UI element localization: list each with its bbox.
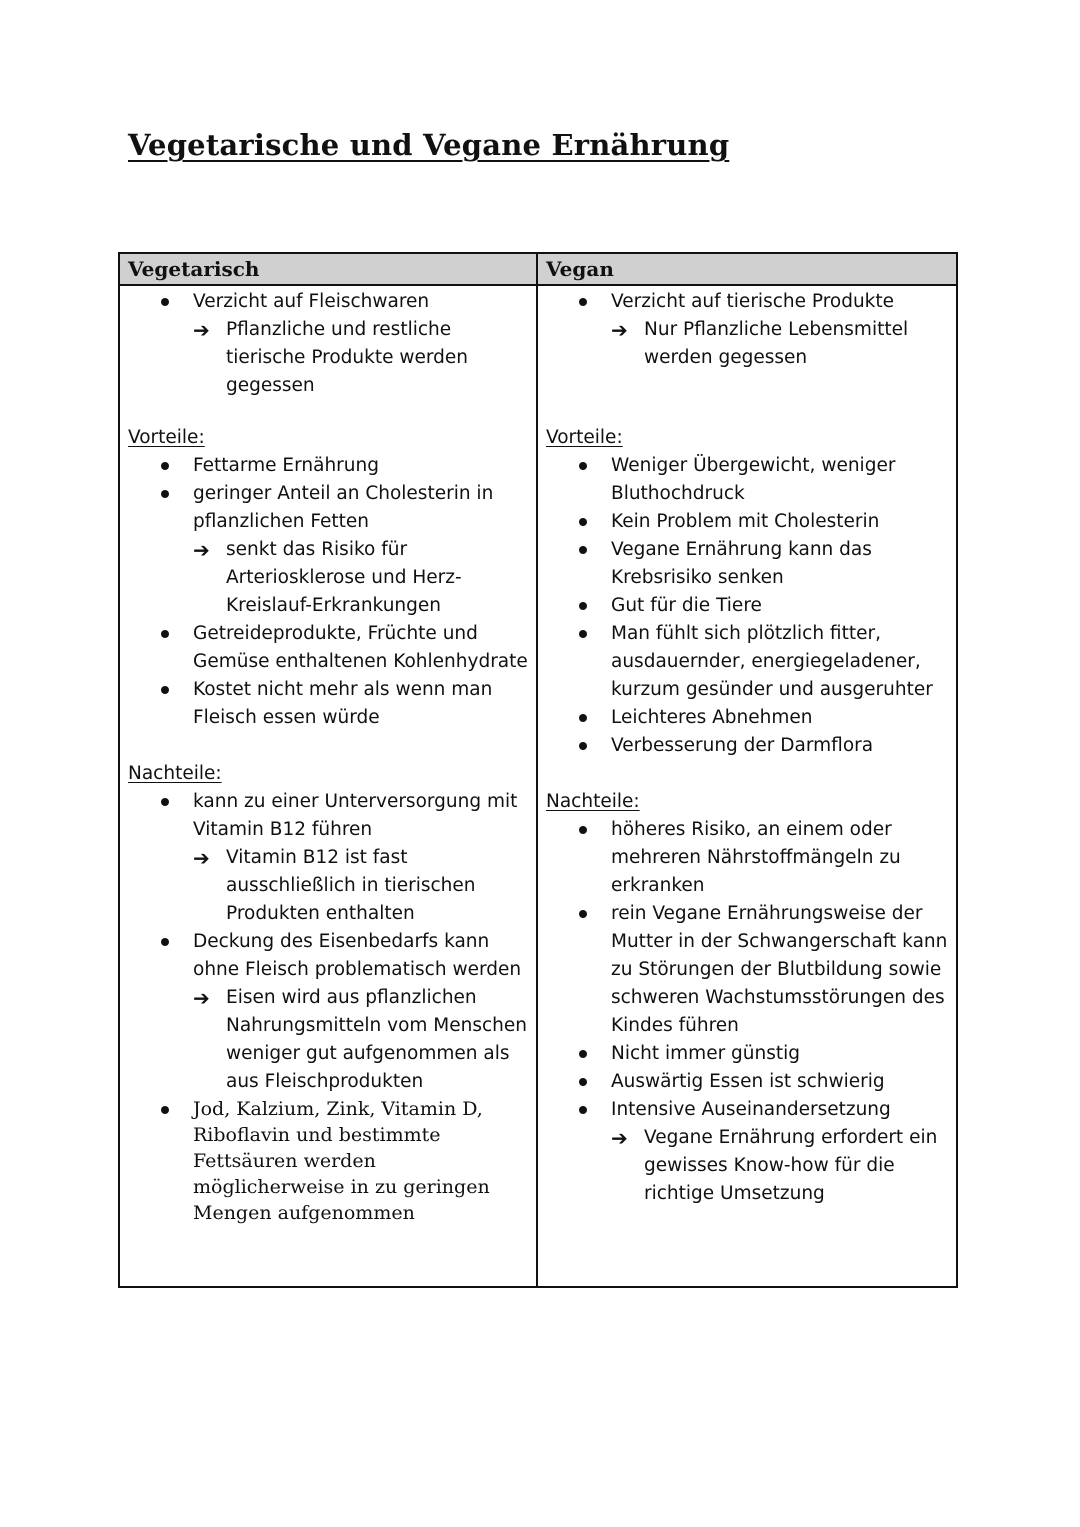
bullet-icon [579, 462, 587, 470]
column-vegetarisch [119, 285, 537, 1287]
page-title: Vegetarische und Vegane Ernährung [128, 128, 730, 162]
list-item [128, 1096, 528, 1226]
list-item-text: Getreideprodukte, Früchte und Gemüse enthaltenen Kohlenhydrate [193, 623, 528, 672]
list-item [546, 816, 948, 900]
nachteile-list [128, 788, 528, 1226]
list-item [546, 452, 948, 508]
arrow-note [611, 316, 948, 372]
list-item-text: Fettarme Ernährung [193, 455, 379, 476]
bullet-icon [161, 462, 169, 470]
list-item-text: Gut für die Tiere [611, 595, 762, 616]
nachteile-label: Nachteile: [546, 791, 640, 812]
arrow-right-icon: ➔ [611, 1126, 628, 1150]
bullet-icon [579, 1106, 587, 1114]
list-item-text: Vegane Ernährung kann das Krebsrisiko senken [611, 539, 872, 588]
bullet-icon [161, 798, 169, 806]
list-item-text: Intensive Auseinandersetzung [611, 1099, 891, 1120]
bullet-icon [579, 602, 587, 610]
list-item-text: geringer Anteil an Cholesterin in pflanzlichen Fetten [193, 483, 494, 532]
arrow-note-text: senkt das Risiko für Arteriosklerose und Herz-Kreislauf-Erkrankungen [226, 539, 462, 616]
list-item-text: Jod, Kalzium, Zink, Vitamin D, Riboflavin und bestimmte Fettsäuren werden möglicherweise in zu geringen Mengen aufgenommen [193, 1098, 490, 1224]
list-item [546, 620, 948, 704]
list-item [546, 732, 948, 760]
list-item [546, 900, 948, 1040]
list-item [128, 480, 528, 620]
list-item-text: kann zu einer Unterversorgung mit Vitamin B12 führen [193, 791, 518, 840]
bullet-icon [579, 630, 587, 638]
arrow-note [193, 984, 528, 1096]
list-item [128, 788, 528, 928]
bullet-icon [579, 1050, 587, 1058]
arrow-right-icon: ➔ [611, 318, 628, 342]
list-item [546, 536, 948, 592]
arrow-note-text: Nur Pflanzliche Lebensmittel werden gegessen [644, 319, 909, 368]
vorteile-list [128, 452, 528, 732]
bullet-icon [579, 714, 587, 722]
list-item [546, 288, 948, 372]
nachteile-label: Nachteile: [128, 763, 222, 784]
arrow-right-icon: ➔ [193, 846, 210, 870]
bullet-icon [161, 630, 169, 638]
bullet-icon [161, 1106, 169, 1114]
arrow-note [193, 536, 528, 620]
arrow-right-icon: ➔ [193, 538, 210, 562]
list-item [128, 676, 528, 732]
list-item-text: Verzicht auf Fleischwaren [193, 291, 430, 312]
list-item [128, 288, 528, 400]
vorteile-label: Vorteile: [128, 427, 205, 448]
header-vegetarisch: Vegetarisch [119, 253, 537, 285]
list-item-text: Weniger Übergewicht, weniger Bluthochdruck [611, 455, 896, 504]
arrow-note [193, 316, 528, 400]
bullet-icon [579, 518, 587, 526]
arrow-note-text: Vitamin B12 ist fast ausschließlich in tierischen Produkten enthalten [226, 847, 476, 924]
list-item-text: Leichteres Abnehmen [611, 707, 813, 728]
list-item [546, 508, 948, 536]
list-item-text: Verzicht auf tierische Produkte [611, 291, 895, 312]
bullet-icon [579, 742, 587, 750]
list-item [128, 928, 528, 1096]
bullet-icon [161, 938, 169, 946]
arrow-note [193, 844, 528, 928]
list-item [546, 1096, 948, 1208]
bullet-icon [161, 686, 169, 694]
bullet-icon [161, 490, 169, 498]
intro-vegetarisch [128, 288, 528, 424]
list-item [546, 592, 948, 620]
arrow-note-text: Vegane Ernährung erfordert ein gewisses Know-how für die richtige Umsetzung [644, 1127, 938, 1204]
bullet-icon [579, 298, 587, 306]
arrow-note-text: Pflanzliche und restliche tierische Produkte werden gegessen [226, 319, 469, 396]
list-item-text: Man fühlt sich plötzlich fitter, ausdauernder, energiegeladener, kurzum gesünder und ausgeruhter [611, 623, 933, 700]
vorteile-list [546, 452, 948, 760]
bullet-icon [579, 546, 587, 554]
comparison-table [118, 252, 958, 1288]
list-item [128, 452, 528, 480]
vorteile-label: Vorteile: [546, 427, 623, 448]
arrow-note [611, 1124, 948, 1208]
arrow-right-icon: ➔ [193, 318, 210, 342]
list-item-text: Nicht immer günstig [611, 1043, 801, 1064]
list-item-text: höheres Risiko, an einem oder mehreren Nährstoffmängeln zu erkranken [611, 819, 901, 896]
list-item [546, 704, 948, 732]
list-item [128, 620, 528, 676]
list-item [546, 1068, 948, 1096]
list-item-text: Verbesserung der Darmflora [611, 735, 874, 756]
column-vegan [537, 285, 957, 1287]
list-item-text: Deckung des Eisenbedarfs kann ohne Fleisch problematisch werden [193, 931, 522, 980]
nachteile-list [546, 816, 948, 1208]
intro-vegan [546, 288, 948, 424]
list-item-text: Auswärtig Essen ist schwierig [611, 1071, 885, 1092]
list-item-text: Kein Problem mit Cholesterin [611, 511, 880, 532]
bullet-icon [579, 826, 587, 834]
bullet-icon [579, 910, 587, 918]
arrow-right-icon: ➔ [193, 986, 210, 1010]
bullet-icon [161, 298, 169, 306]
arrow-note-text: Eisen wird aus pflanzlichen Nahrungsmitteln vom Menschen weniger gut aufgenommen als aus Fleischprodukten [226, 987, 528, 1092]
list-item-text: Kostet nicht mehr als wenn man Fleisch essen würde [193, 679, 493, 728]
bullet-icon [579, 1078, 587, 1086]
list-item-text: rein Vegane Ernährungsweise der Mutter in der Schwangerschaft kann zu Störungen der Blutbildung sowie schweren Wachstumsstörungen des Kindes führen [611, 903, 948, 1036]
header-vegan: Vegan [537, 253, 957, 285]
list-item [546, 1040, 948, 1068]
